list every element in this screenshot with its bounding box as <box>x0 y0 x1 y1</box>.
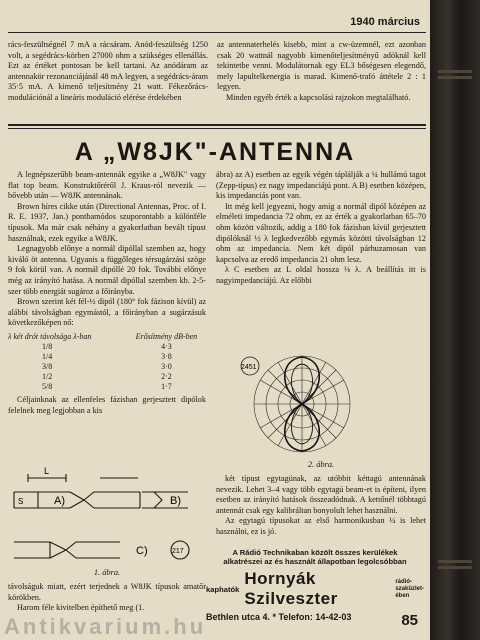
fig1-dim-label: L <box>44 466 50 476</box>
right-para-2: Itt még kell jegyezni, hogy amíg a normál dipól középen az elméleti impedancia 72 ohm, ez az érték a gyakorlatban 65–70 ohm között változik, addig a 180 fok fázisban kívül gerjesztett dipólóknál ½ λ legkedvezőbb egymás közötti távolságban 12 ohm az impedancia. Nem két dipól párhuzamosan van kapcsolva az eredő impedancia 21 ohm lesz. <box>216 201 426 264</box>
table-row: 5/8 1·7 <box>42 381 172 391</box>
table-row: 1/8 4·3 <box>42 341 172 351</box>
left-para-1: A legnépszerűbb beam-antennák egyike a „W8JK" vagy flat top beam. Konstruktőréről J. Kraus-ról nevezik — bővebb után — W8JK antennának. <box>8 170 206 201</box>
right-column <box>216 170 426 287</box>
book-binding <box>430 0 480 640</box>
left-column-bottom <box>8 582 206 614</box>
left-para-2: Brown híres cikke után (Directional Antennas, Proc. of I. R. E. 1937, Jan.) pontbamódos szuporontabb a különféle típusok. Ma már csak néhány a gyakorlatban bevált típust használnak, ezek egyike a W8JK. <box>8 201 206 243</box>
table-head-distance: λ két drót távolsága λ-ban <box>8 331 92 341</box>
left-para-3: Legnagyobb előnye a normál dipóllal szemben az, hogy kiváló öt antenna. Ugyanis a függőleges térsugárzási szöge 9 fok körül van. A normál dipóllé 20 fok. További előnye még az irányító hatása. A normál dipóllal szemben kb. 2-5-szer több energiát sugároz a főirányba. <box>8 244 206 296</box>
page-number: 85 <box>401 612 418 629</box>
table-row: 1/2 2·2 <box>42 371 172 381</box>
binding-rib <box>438 70 472 73</box>
header-date: 1940 március <box>350 16 420 28</box>
ad-brand: Hornyák Szilveszter <box>244 569 338 608</box>
fig1-label-b: B) <box>170 495 181 507</box>
ad-line-2: alkatrészei az és használt állapotban legolcsóbban <box>223 557 407 566</box>
fig1-label-c: C) <box>136 545 148 557</box>
left-para-6: távolságuk miatt, ezért terjednek a W8JK típusok amatőr körökben. <box>8 582 206 602</box>
fig1-mark: 217 <box>172 548 184 555</box>
right-para-1: ábra) az A) esetben az egyik végén táplálják a ¼ hullámú tagot (Zepp-típus) ez nagy impedanciájú pont. A B) esetben középen, kis impedanciás pont van. <box>216 170 426 201</box>
top-right-para-2: Minden egyéb érték a kapcsolási rajzokon megtalálható. <box>226 92 411 102</box>
section-rule-thin <box>8 128 426 129</box>
ad-kaphatok: kaphatók <box>206 584 240 594</box>
figure-1-caption: 1. ábra. <box>93 568 121 577</box>
right-para-3: λ C esetben az L oldal hossza ⅛ λ. A beállítás itt is nagyimpedanciájú. Az előbbi <box>216 265 426 285</box>
right-column-bottom <box>216 474 426 538</box>
left-para-5: Céljainknak az ellenfeles fázisban gerjesztett dipólok felelnek meg legjobban a kis <box>8 394 206 415</box>
fig1-s-label: S <box>18 497 24 506</box>
ad-side-text: rádió-szaküzlet-ében <box>395 578 425 599</box>
top-right-para-1: az antennaterhelés kisebb, mint a cw-üzemnél, ezt azonban csak 20 wattnál nagyobb kimenőteljesítményű adóknál kell tekintetbe venni. Modulátornak egy EL3 bőségesen elegendő, mely lapultelkenergia is marad. Kimenő-trafó áttétele 2 : 1 legyen. <box>217 40 426 92</box>
binding-rib <box>438 566 472 569</box>
binding-rib <box>438 76 472 79</box>
ad-line-1: A Rádió Technikaban közölt összes kerülékek <box>232 548 398 557</box>
article-title: A „W8JK"-ANTENNA <box>74 138 356 166</box>
watermark-stamp: Antikvarium.hu <box>4 614 207 639</box>
gain-table <box>8 332 206 392</box>
section-rule <box>8 124 426 126</box>
right-para-4: két típust egytagúnak, az utóbbit kéttagú antennának nevezik. Lehet 3–4 vagy több egytagú beam-et is építeni, ilyen esetben az irányító hatások összeadódnak. A kettőnél többtagú antennát csak egy kalibráltan bonyolult lehet használni. <box>216 474 426 515</box>
table-row: 1/4 3·8 <box>42 351 172 361</box>
top-left-column <box>8 40 208 104</box>
ad-address: Bethlen utca 4. * Telefon: 14-42-03 <box>206 612 352 622</box>
right-para-5: Az egytagú típusokat az első harmonikusban ¼ is lehet használni, ez is jó. <box>216 516 426 536</box>
top-right-column <box>217 40 426 104</box>
left-column <box>8 170 206 416</box>
advertisement <box>206 548 424 628</box>
radiation-pattern-figure <box>232 352 372 456</box>
header-rule <box>8 32 426 33</box>
figure-2-caption: 2. ábra. <box>307 460 335 469</box>
table-head-gain: Erősítmény dB-ben <box>135 331 198 341</box>
ad-brand-row <box>206 569 424 609</box>
top-left-text: rács-feszültségnél 7 mA a rácsáram. Anód-feszültség 1250 volt, a segédrács-körben 27000 ohm a szükséges ellenállás. Ezt az értéket pontosan be kell tartani. Az anódáram az antennakör rezonanciájánál 48 mA legyen, a segédrács-áram 35·5 mA. A kimenő teljesítmény 21 watt. Fékezőrács-modulációnál a lineáris moduláció elérése érdekében <box>8 40 208 102</box>
binding-rib <box>438 560 472 563</box>
table-row: 3/8 3·0 <box>42 361 172 371</box>
fig1-label-a: A) <box>54 495 65 507</box>
left-para-7: Harom féle kivitelben építhető meg (1. <box>17 603 145 613</box>
left-para-4: Brown szerint két fél-½ dipól (180° fok fázison kívül) az alábbi távolságban egymástól, a főirányban a sugárzásuk következőképen nő: <box>8 297 206 328</box>
fig2-mark: 2451 <box>241 364 257 371</box>
antenna-figure-1 <box>10 462 206 572</box>
